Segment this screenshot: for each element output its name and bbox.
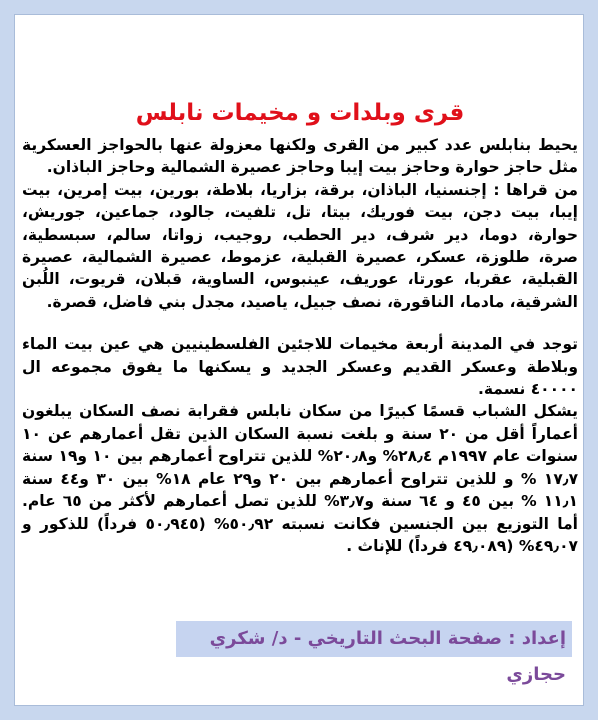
document-content (22, 8, 578, 557)
paragraph-surroundings: يحيط بنابلس عدد كبير من القرى ولكنها معزولة عنها بالحواجز العسكرية مثل حاجز حوارة وحاجز بيت إيبا وحاجز عصيرة الشمالية وحاجز الباذان. (22, 136, 578, 177)
paragraph-gap (22, 313, 578, 333)
document-title: قرى وبلدات و مخيمات نابلس (135, 100, 465, 126)
paragraph-camps: توجد في المدينة أربعة مخيمات للاجئين الفلسطينيين هي عين بيت الماء وبلاطة وعسكر القديم وعسكر الجديد و يسكنها ما يفوق مجموعه ال ٤٠٠٠٠ نسمة. (22, 335, 578, 399)
paragraph-villages: من قراها : إجنسنيا، الباذان، برقة، بزاريا، بلاطة، بورين، بيت إمرين، بيت إيبا، بيت دجن، بيت فوريك، بيتا، تل، تلفيت، جالود، جماعين، جوريش، حوارة، دوما، دير شرف، دير الحطب، روجيب، زواتا، سالم، سبسطية، صرة، طلوزة، عسكر، عصيرة القبلية، عزموط، عصيرة الشمالية، عصيرة القبلية، عقربا، عورتا، عوريف، عينبوس، الساوية، قبلان، قريوت، اللُبن الشرقية، مادما، الناقورة، نصف جبيل، ياصيد، مجدل بني فاضل، قصرة. (22, 180, 578, 311)
credit-bar: إعداد : صفحة البحث التاريخي - د/ شكري حجازي (176, 621, 572, 657)
paragraph-population: يشكل الشباب قسمًا كبيرًا من سكان نابلس فقرابة نصف السكان يبلغون أعماراً أقل من ٢٠ سنة و بلغت نسبة السكان الذين تقل أعمارهم عن ١٠ سنوات عام ١٩٩٧م ٢٨٫٤% و٢٠٫٨% للذين تتراوح أعمارهم بين ١٠ و١٩ سنة ١٧٫٧ % و للذين تتراوح أعمارهم بين ٢٠ و٢٩ عام ١٨% بين ٣٠ و٤٤ سنة ١١٫١ % بين ٤٥ و ٦٤ سنة و٣٫٧% للذين تصل أعمارهم لأكثر من ٦٥ عام. أما التوزيع بين الجنسين فكانت نسبته ٥٠٫٩٢% (٥٠٫٩٤٥ فرداً) للذكور و ٤٩٫٠٧% (٤٩٫٠٨٩ فرداً) للإناث . (22, 402, 579, 555)
